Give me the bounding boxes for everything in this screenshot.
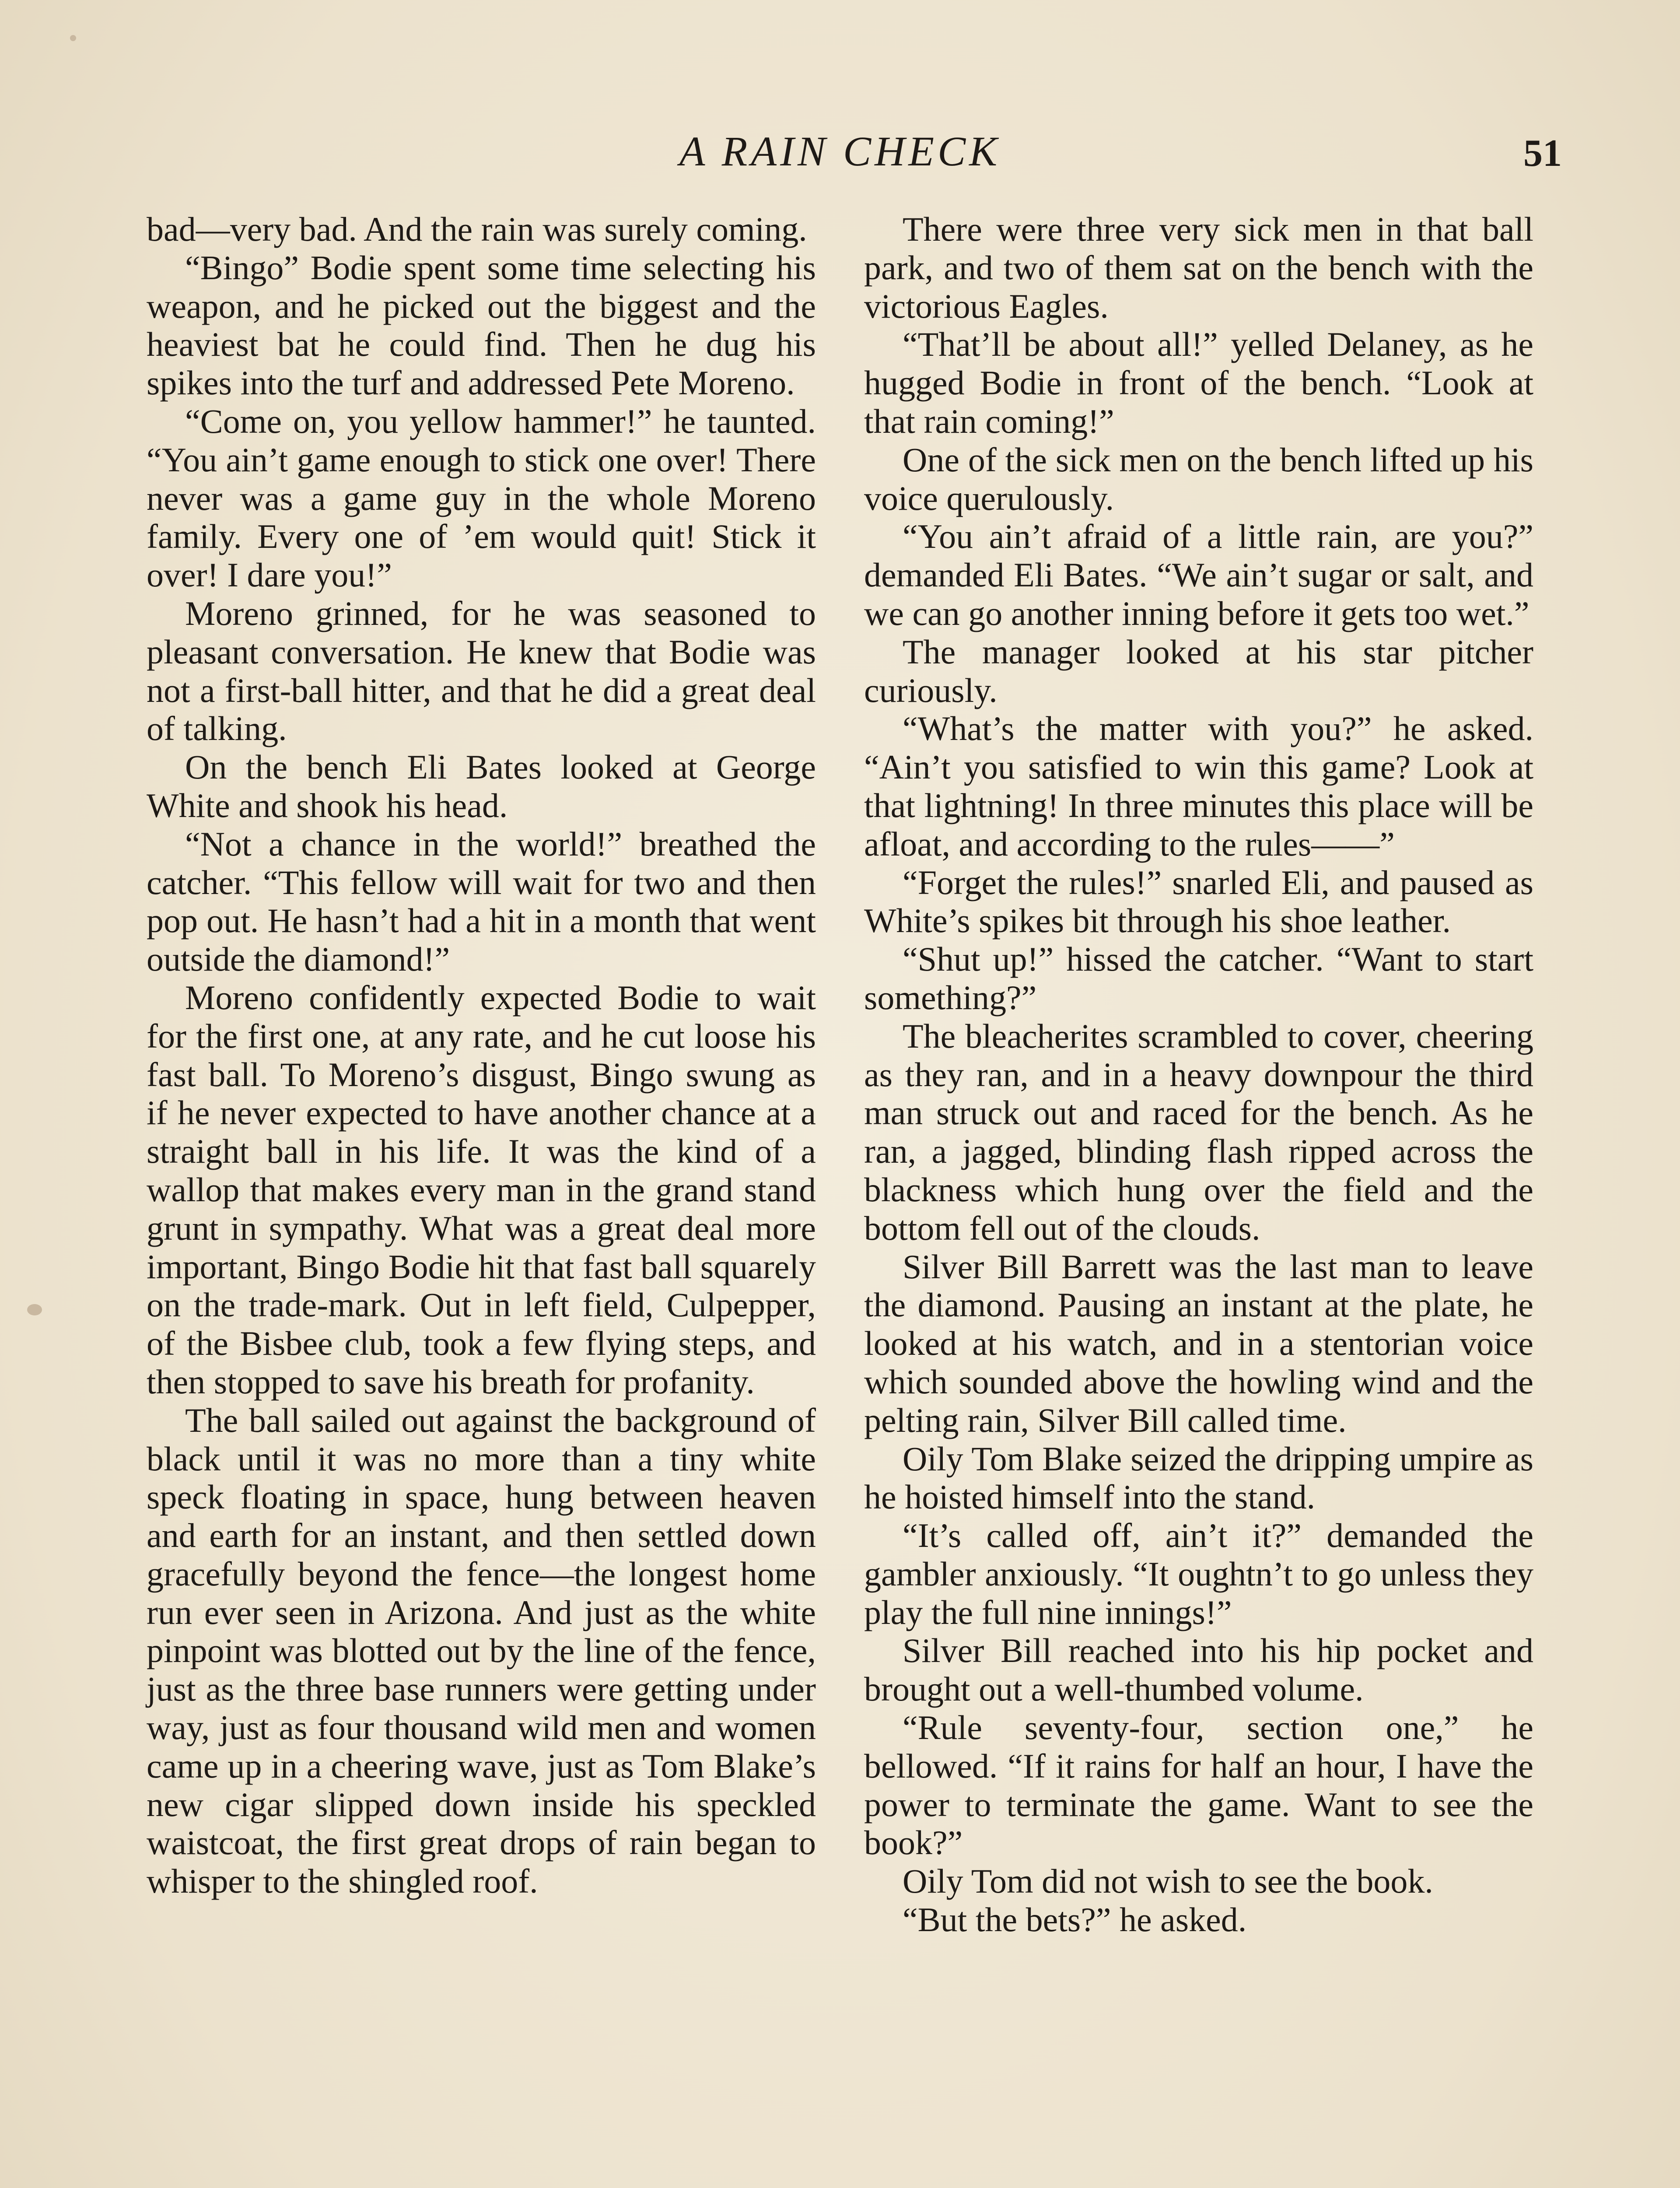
paragraph: “Come on, you yellow hammer!” he taunted. “You ain’t game enough to stick one over! There never was a game guy in the whole Moreno family. Every one of ’em would quit! Stick it over! I dare you!” bbox=[147, 402, 816, 594]
paragraph: “Not a chance in the world!” breathed the catcher. “This fellow will wait for two and then pop out. He hasn’t had a hit in a month that went outside the diamond!” bbox=[147, 824, 816, 978]
paper-speck bbox=[70, 35, 76, 41]
paragraph: “Bingo” Bodie spent some time selecting his weapon, and he picked out the biggest and the heaviest bat he could find. Then he dug his spikes into the turf and addressed Pete Moreno. bbox=[147, 248, 816, 402]
page-number: 51 bbox=[1523, 132, 1562, 175]
paragraph: Moreno grinned, for he was seasoned to pleasant conversation. He knew that Bodie was not a first-ball hitter, and that he did a great deal of talking. bbox=[147, 594, 816, 748]
paragraph: Silver Bill Barrett was the last man to leave the diamond. Pausing an instant at the plate, he looked at his watch, and in a stentorian voice which sounded above the howling wind and the pelting rain, Silver Bill called time. bbox=[864, 1247, 1533, 1439]
paragraph: The bleacherites scrambled to cover, cheering as they ran, and in a heavy downpour the third man struck out and raced for the bench. As he ran, a jagged, blinding flash ripped across the blackness which hung over the field and the bottom fell out of the clouds. bbox=[864, 1017, 1533, 1247]
paragraph: “Shut up!” hissed the catcher. “Want to start something?” bbox=[864, 940, 1533, 1017]
paragraph: Moreno confidently expected Bodie to wait for the first one, at any rate, and he cut loose his fast ball. To Moreno’s disgust, Bingo swung as if he never expected to have another chance at a straight ball in his life. It was the kind of a wallop that makes every man in the grand stand grunt in sympathy. What was a great deal more important, Bingo Bodie hit that fast ball squarely on the trade-mark. Out in left field, Culpepper, of the Bisbee club, took a few flying steps, and then stopped to save his breath for profanity. bbox=[147, 978, 816, 1401]
paragraph: “Rule seventy-four, section one,” he bellowed. “If it rains for half an hour, I have the power to terminate the game. Want to see the book?” bbox=[864, 1708, 1533, 1862]
paragraph: The manager looked at his star pitcher curiously. bbox=[864, 632, 1533, 709]
paragraph: “What’s the matter with you?” he asked. “Ain’t you satisfied to win this game? Look at that lightning! In three minutes this place will be afloat, and according to the rules——” bbox=[864, 709, 1533, 863]
paragraph: bad—very bad. And the rain was surely coming. bbox=[147, 210, 807, 248]
paragraph: One of the sick men on the bench lifted up his voice querulously. bbox=[864, 440, 1533, 517]
right-column bbox=[864, 210, 1533, 1939]
paragraph: “It’s called off, ain’t it?” demanded the gambler anxiously. “It oughtn’t to go unless they play the full nine innings!” bbox=[864, 1516, 1533, 1631]
paragraph: There were three very sick men in that ball park, and two of them sat on the bench with the victorious Eagles. bbox=[864, 210, 1533, 325]
paper-speck bbox=[27, 1304, 42, 1315]
paragraph: Silver Bill reached into his hip pocket and brought out a well-thumbed volume. bbox=[864, 1631, 1533, 1708]
paragraph: The ball sailed out against the background of black until it was no more than a tiny white speck floating in space, hung between heaven and earth for an instant, and then settled down gracefully beyond the fence—the longest home run ever seen in Arizona. And just as the white pinpoint was blotted out by the line of the fence, just as the three base runners were getting under way, just as four thousand wild men and women came up in a cheering wave, just as Tom Blake’s new cigar slipped down inside his speckled waistcoat, the first great drops of rain began to whisper to the shingled roof. bbox=[147, 1401, 816, 1900]
paragraph: Oily Tom Blake seized the dripping umpire as he hoisted himself into the stand. bbox=[864, 1439, 1533, 1516]
paragraph: “Forget the rules!” snarled Eli, and paused as White’s spikes bit through his shoe leather. bbox=[864, 863, 1533, 940]
running-title: A RAIN CHECK bbox=[679, 128, 1001, 175]
left-column bbox=[147, 210, 816, 1900]
paragraph: “You ain’t afraid of a little rain, are you?” demanded Eli Bates. “We ain’t sugar or salt, and we can go another inning before it gets too wet.” bbox=[864, 517, 1533, 632]
paragraph: “That’ll be about all!” yelled Delaney, as he hugged Bodie in front of the bench. “Look at that rain coming!” bbox=[864, 325, 1533, 440]
paragraph: On the bench Eli Bates looked at George White and shook his head. bbox=[147, 748, 816, 824]
paragraph: “But the bets?” he asked. bbox=[903, 1900, 1247, 1939]
paragraph: Oily Tom did not wish to see the book. bbox=[903, 1862, 1433, 1900]
